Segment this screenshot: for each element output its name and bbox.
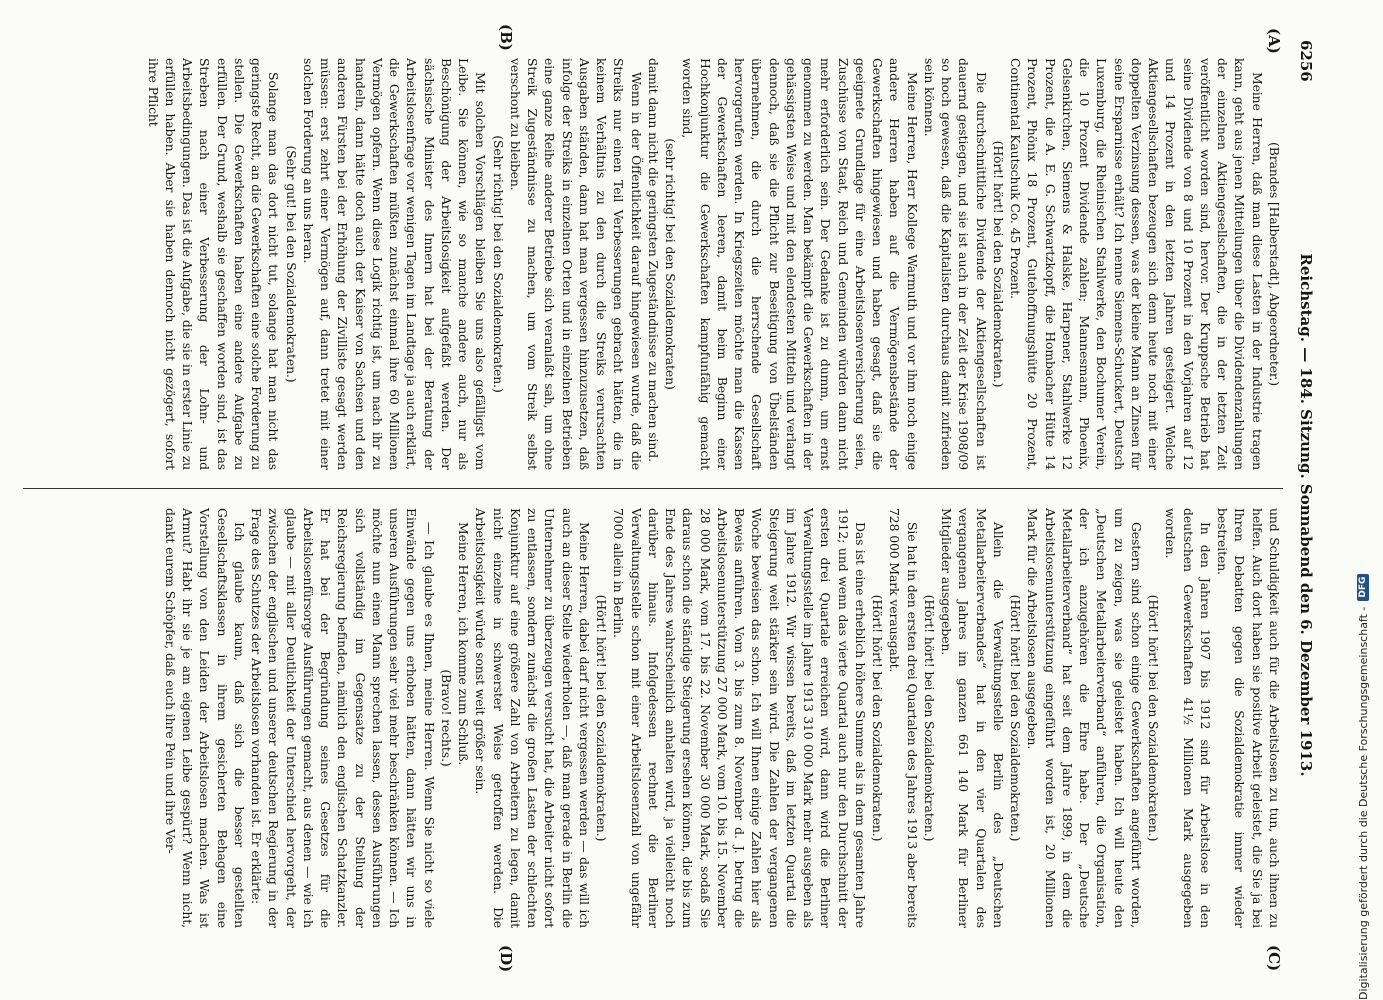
paragraph: Meine Herren, daß man diese Lasten in der Industrie tragen kann, geht aus jenen Mitteilungen über die Dividendenzahlungen der einzelnen Aktiengesellschaften, die in der letzten Zeit veröffentlicht worden sind, hervor. Der Kruppsche Betrieb hat seine Dividende von 8 und 10 Prozent in den Vorjahren auf 12 und 14 Prozent in den letzten Jahren gesteigert. Welche Aktiengesellschaften bezeugen sich denn heute noch mit einer doppelten Verzinsung dessen, was der kleine Mann an Zinsen für seine Ersparnisse erhält? Ich nenne Siemens-Schuckert, Deutsch Luxemburg, die Rheinischen Stahlwerke, den Bochumer Verein, die 10 Prozent Dividende zahlen; Mannesmann, Phoenix, Gelsenkirchen, Siemens & Halske, Harpener, Stahlwerke 12 Prozent, die A. E. G. Schwartzkopff, die Hombacher Hütte 14 Prozent, Phönix 18 Prozent, Gutehoffnungshütte 20 Prozent, Continental Kautschuk Co. 45 Prozent. <box>1008 58 1265 470</box>
digitization-credit <box>1352 0 1374 1000</box>
page-number: 6256 <box>1297 40 1315 82</box>
margin-mark-d: (D) <box>497 945 515 973</box>
paragraph: Wenn in der Öffentlichkeit darauf hingewiesen wurde, daß die Streiks nur einen Teil Verbesserungen gebracht hätten, die in keinem Verhältnis zu den durch die Streiks verursachten Ausgaben ständen, dann hat man vergessen hinzuzusetzen, daß infolge der Streiks in einzelnen Orten und in einzelnen Betrieben eine ganze Reihe anderer Betriebe sich veranlaßt sah, um ohne Streik Zugeständnisse zu machen, um vom Streik selbst verschont zu bleiben. <box>508 58 644 470</box>
dfg-logo: DFG <box>1357 574 1369 601</box>
interjection: (Hört! hört! bei den Sozialdemokraten.) <box>991 140 1006 388</box>
page-header <box>1291 40 1315 990</box>
paragraph: Allein die Verwaltungsstelle Berlin des „Deutschen Metallarbeiterverbandes“ hat in den vier Quartalen des vergangenen Jahres im ganzen 661 140 Mark für Berliner Mitglieder ausgegeben. <box>939 508 1006 928</box>
credit-text: Digitalisierung gefördert durch die Deutsche Forschungsgemeinschaft - <box>1356 606 1370 1000</box>
interjection: (Hört! hört! bei den Sozialdemokraten.) <box>1008 594 1024 842</box>
speaker-line: (Brandes [Halberstadt], Abgeordneter.) <box>1267 142 1282 386</box>
paragraph: Sie hat in den ersten drei Quartalen des Jahres 1913 aber bereits 728 000 Mark verausgabt. <box>887 508 920 928</box>
paragraph: — Ich glaube es Ihnen, meine Herren. Wenn Sie nicht so viele Einwände gegen uns erhoben hätten, dann hätten wir uns in unseren Ausführungen sehr viel mehr beschränken können. — Ich möchte nun einen Mann sprechen lassen, dessen Ausführungen sich vollständig im Gegensatze zu der Stellung der Reichsregierung befinden, nämlich den englischen Schatzkanzler. Er hat bei der Begründung seines Gesetzes für die Arbeitslosenfürsorge Ausführungen gemacht, aus denen — wie ich glaube — mit aller Deutlichkeit der Unterschied hervorgeht, der zwischen der englischen und unserer deutschen Regierung in der Frage des Schutzes der Arbeitslosen vorhanden ist. Er erklärte: <box>249 508 437 928</box>
margin-mark-a: (A) <box>1265 28 1283 54</box>
interjection: (Sehr richtig! bei den Sozialdemokraten.) <box>490 135 506 393</box>
margin-mark-c: (C) <box>1265 945 1283 972</box>
paragraph: Meine Herren, Herr Kollege Warmuth und vor ihm noch einige andere Herren haben auf die Vermögensbestände der Gewerkschaften hingewiesen und haben gesagt, daß sie die geeignete Grundlage für eine Arbeitslosenversicherung seien, Zuschüsse von Staat, Reich und Gemeinden würden dann nicht mehr erforderlich sein. Der Gedanke ist zu dumm, um ernst genommen zu werden. Man bekämpft die Gewerkschaften in der gehässigsten Weise und mit den elendesten Mitteln und verlangt dennoch, daß sie die Pflicht zur Beseitigung von Übelständen übernehmen, die durch die herrschende Gesellschaft hervorgerufen werden. In Kriegszeiten möchte man die Kassen der Gewerkschaften leeren, damit beim Beginn einer Hochkonjunktur die Gewerkschaften kampfunfähig gemacht worden sind, <box>680 58 920 470</box>
page-title: Reichstag. — 184. Sitzung. Sonnabend den 6. Dezember 1913. <box>1297 253 1315 777</box>
paragraph: Meine Herren, ich komme zum Schluß. <box>456 522 472 766</box>
right-column <box>18 508 1283 928</box>
quotation: Ich glaube kaum, daß sich die besser gestellten Gesellschaftsklassen in ihrem gesicherten Behagen eine Vorstellung von den Leiden der Arbeitslosen machen. Was ist Armut? Habt ihr sie je am eigenen Leibe gespürt? Wenn nicht, dankt eurem Schöpfer, daß euch ihre Pein und ihre Ver- <box>163 508 247 928</box>
interjection: (Sehr gut! bei den Sozialdemokraten.) <box>283 145 299 383</box>
paragraph: Solange man das dort nicht tut, solange hat man nicht das geringste Recht, an die Gewerkschaften eine solche Forderung zu stellen. Die Gewerkschaften haben eine andere Aufgabe zu erfüllen. Der Grund, weshalb sie geschaffen worden sind, ist das Streben nach einer Verbesserung der Lohn- und Arbeitsbedingungen. Das ist die Aufgabe, die sie in erster Linie zu erfüllen haben. Aber sie haben dennoch nicht gezögert, sofort ihre Pflicht <box>145 58 282 470</box>
paragraph: und Schuldigkeit auch für die Arbeitslosen zu tun, auch ihnen zu helfen. Auch dort haben sie positive Arbeit geleistet, die Sie ja bei Ihren Debatten gegen die Sozialdemokratie immer wieder bestreiten. <box>1215 508 1282 928</box>
left-column <box>18 58 1283 470</box>
interjection: (Hört! hört! bei den Sozialdemokraten.) <box>870 594 886 842</box>
paragraph: Das ist eine erheblich höhere Summe als in dem gesamten Jahre 1912; und wenn das vierte Quartal auch nur den Durchschnitt der ersten drei Quartale erreichen wird, dann wird die Berliner Verwaltungsstelle im Jahre 1913 310 000 Mark mehr ausgeben als im Jahre 1912. Wir wissen bereits, daß im letzten Quartal die Steigerung weit stärker sein wird. Die Zahlen der vergangenen Woche beweisen das schon. Ich will Ihnen einige Zahlen hier als Beweis anführen. Vom 3. bis zum 8. November d. J. betrug die Arbeitslosenunterstützung 27 000 Mark, vom 10. bis 15. November 28 000 Mark, vom 17. bis 22. November 30 000 Mark, sodaß Sie daraus schon die ständige Steigerung ersehen können, die bis zum Ende des Jahres wahrscheinlich anhalten wird, ja vielleicht noch darüber hinaus. Infolgedessen rechnet die Berliner Verwaltungsstelle schon mit einer Arbeitslosenzahl von ungefähr 7000 allein in Berlin. <box>611 508 868 928</box>
paragraph: Mit solchen Vorschlägen bleiben Sie uns also gefälligst vom Leibe. Sie können, wie so manche andere auch, nur als Beschönigung der Arbeitslosigkeit aufgefaßt werden. Der sächsische Minister des Innern hat bei der Beratung der Arbeitslosenfrage vor wenigen Tagen im Landtage ja auch erklärt, die Gewerkschaften müßten zunächst einmal ihre 60 Millionen Vermögen opfern. Wenn diese Logik richtig ist, um nach ihr zu handeln, dann hätte doch auch der Kaiser von Sachsen und den anderen Fürsten bei der Erhöhung der Zivilliste gesagt werden müssen: erst zehrt einer Vermögen auf, dann tretet mit einer solchen Forderung an uns heran. <box>301 58 489 470</box>
paragraph: Gestern sind schon einige Gewerkschaften angeführt worden, um zu zeigen, was sie geleistet haben. Ich will heute den „Deutschen Metallarbeiterverband“ anführen, die Organisation, der ich anzugehören die Ehre habe. Der „Deutsche Metallarbeiterverband“ hat seit dem Jahre 1899, in dem die Arbeitslosenunterstützung eingeführt worden ist, 20 Millionen Mark für die Arbeitslosen ausgegeben. <box>1025 508 1144 928</box>
interjection: (Hört! hört! bei den Sozialdemokraten.) <box>922 594 937 842</box>
interjection: (Hört! hört! bei den Sozialdemokraten.) <box>594 594 610 842</box>
paragraph: Die durchschnittliche Dividende der Aktiengesellschaften ist dauernd gestiegen, und sie ist auch in der Zeit der Krise 1908/09 so hoch gewesen, daß die Kapitalisten durchaus damit zufrieden sein können. <box>922 58 989 470</box>
margin-mark-b: (B) <box>497 24 515 51</box>
paragraph: In den Jahren 1907 bis 1912 sind für Arbeitslose in den deutschen Gewerkschaften 41½ Millionen Mark ausgegeben worden. <box>1163 508 1213 928</box>
paragraph: damit dann nicht die geringsten Zugeständnisse zu machen sind. <box>646 58 661 462</box>
interjection: (Hört! hört! bei den Sozialdemokraten.) <box>1146 594 1162 842</box>
interjection: (sehr richtig! bei den Sozialdemokraten) <box>663 138 679 390</box>
paragraph: Meine Herren, dabei darf nicht vergessen werden — das will ich auch an dieser Stelle wiederholen —, daß man gerade in Berlin die Unternehmer zu überzeugen versucht hat, die Arbeiter nicht sofort zu entlassen, sondern zunächst die großen Lasten der schlechten Konjunktur auf eine größere Zahl von Arbeitern zu legen, damit nicht einzelne in schwerster Weise getroffen werden. Die Arbeitslosigkeit würde sonst weit größer sein. <box>473 508 592 928</box>
column-divider <box>23 488 1283 489</box>
interjection: (Bravo! rechts.) <box>439 669 454 767</box>
